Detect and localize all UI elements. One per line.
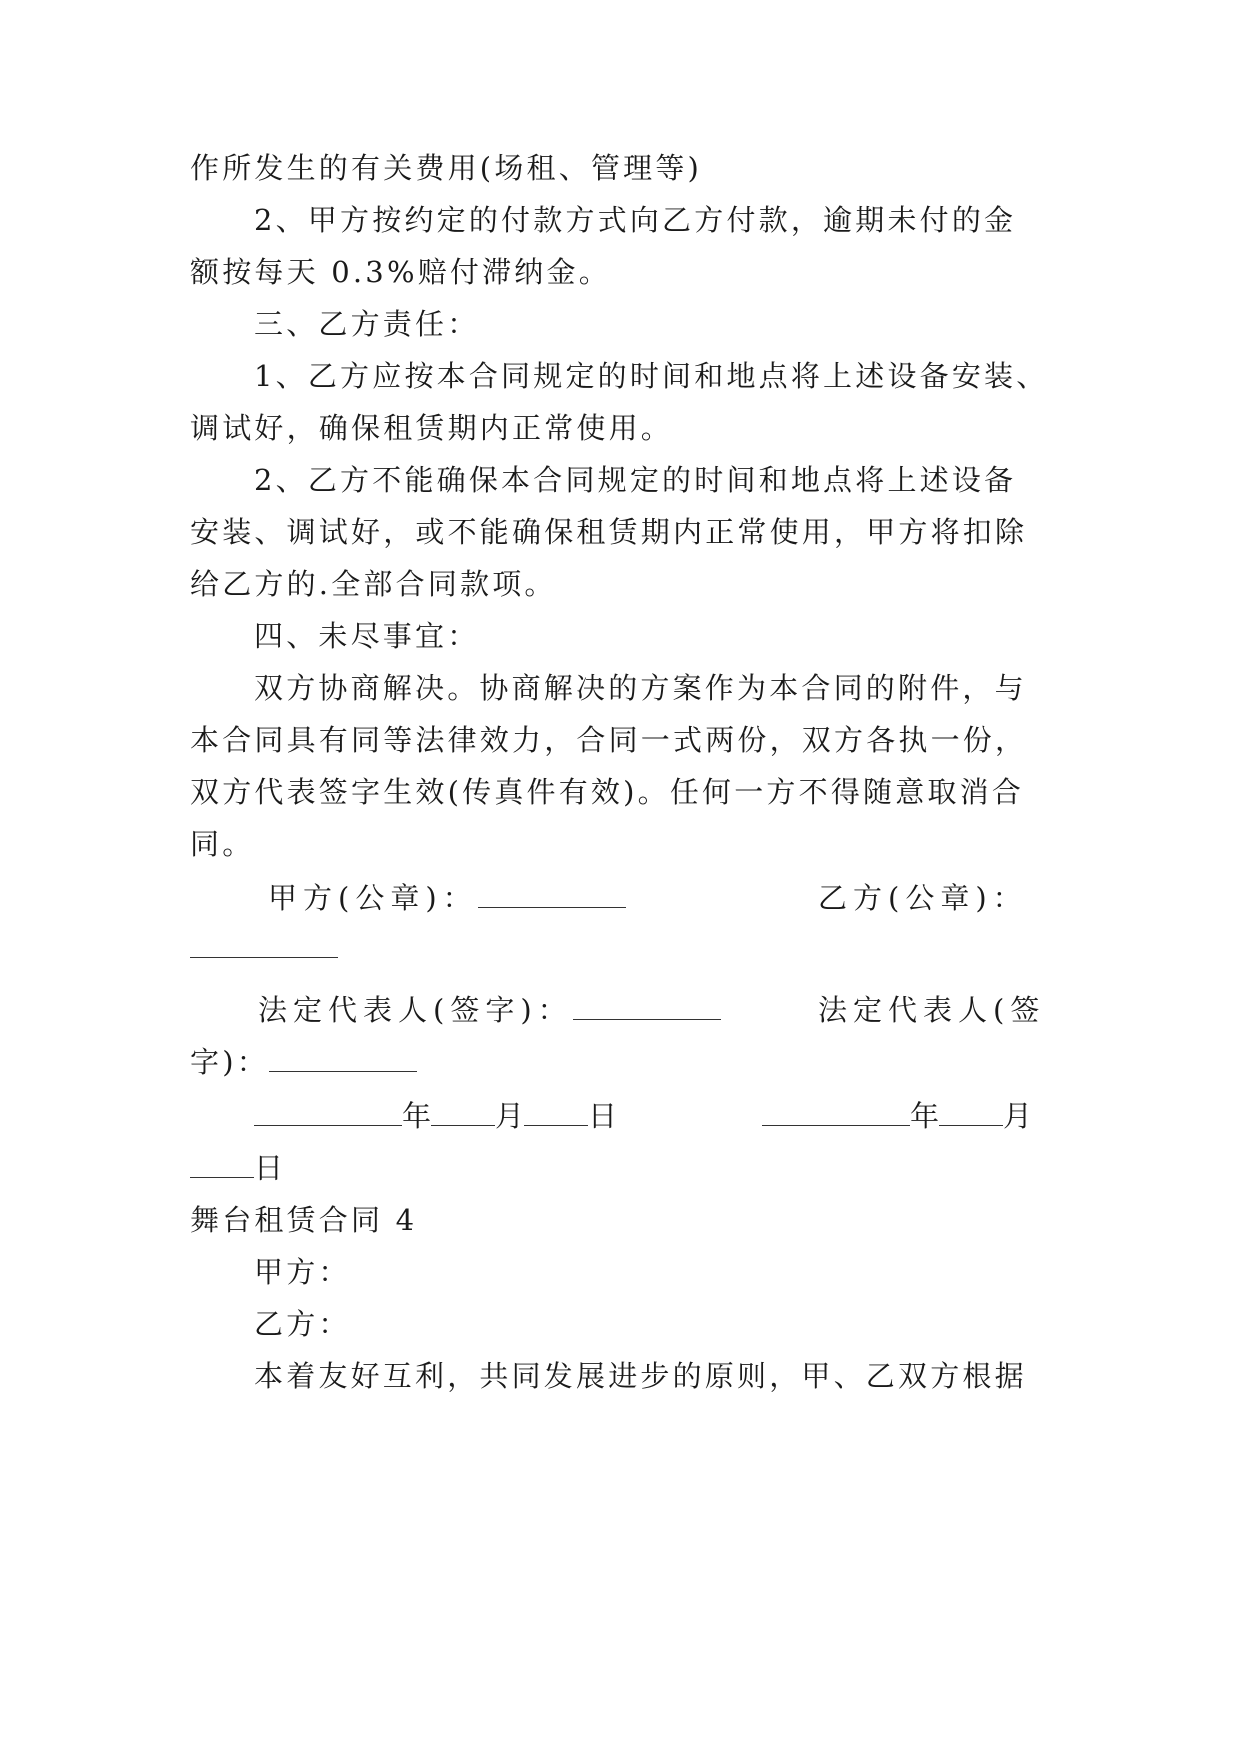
- text-line: 安装、调试好，或不能确保租赁期内正常使用，甲方将扣除: [190, 515, 1028, 549]
- section-heading: 四、未尽事宜：: [254, 619, 480, 653]
- legal-rep-b-blank: [269, 1043, 417, 1072]
- party-a-line: 甲方：: [254, 1255, 351, 1289]
- date-b-year-blank: [762, 1097, 910, 1126]
- section-heading: 三、乙方责任：: [254, 307, 480, 341]
- date-a-year: 年: [402, 1099, 432, 1133]
- text-line: 本着友好互利，共同发展进步的原则，甲、乙双方根据: [254, 1359, 1027, 1393]
- party-a-seal-label: 甲方(公章)：: [268, 881, 478, 915]
- date-b-month: 月: [1003, 1099, 1033, 1133]
- legal-rep-a: [258, 990, 758, 1030]
- date-b-day-blank: [190, 1149, 254, 1178]
- text-line: 双方代表签字生效(传真件有效)。任何一方不得随意取消合: [190, 775, 1025, 809]
- date-a-year-blank: [254, 1097, 402, 1126]
- date-a-day: 日: [588, 1099, 618, 1133]
- party-a-seal-blank: [478, 879, 626, 908]
- text-line: 2、乙方不能确保本合同规定的时间和地点将上述设备: [254, 463, 1017, 497]
- date-a-month-blank: [431, 1097, 495, 1126]
- party-b-seal-blank: [190, 929, 338, 958]
- text-line: 同。: [190, 827, 255, 861]
- text-line: 1、乙方应按本合同规定的时间和地点将上述设备安装、: [254, 359, 1049, 393]
- text-line: 双方协商解决。协商解决的方案作为本合同的附件，与: [254, 671, 1027, 705]
- date-a-day-blank: [524, 1097, 588, 1126]
- text-line: 调试好，确保租赁期内正常使用。: [190, 411, 674, 445]
- date-b-month-blank: [939, 1097, 1003, 1126]
- legal-rep-b-label: 法定代表人(签: [818, 993, 1046, 1027]
- text-line: 给乙方的.全部合同款项。: [190, 567, 557, 601]
- contract-title: 舞台租赁合同 4: [190, 1203, 418, 1237]
- date-b-year: 年: [910, 1099, 940, 1133]
- date-b-cont: [190, 1148, 1070, 1188]
- date-b-day: 日: [254, 1151, 284, 1185]
- legal-rep-b-label-cont: 字)：: [190, 1045, 269, 1079]
- legal-rep-b: [190, 1042, 1070, 1082]
- legal-rep-a-label: 法定代表人(签字)：: [258, 993, 573, 1027]
- text-line: 作所发生的有关费用(场租、管理等): [190, 151, 703, 185]
- date-a-month: 月: [495, 1099, 525, 1133]
- legal-rep-a-blank: [573, 991, 721, 1020]
- text-line: 额按每天 0.3%赔付滞纳金。: [190, 255, 611, 289]
- party-b-seal-label: 乙方(公章)：: [818, 881, 1028, 915]
- date-b: [762, 1096, 1082, 1136]
- text-line: 2、甲方按约定的付款方式向乙方付款，逾期未付的金: [254, 203, 1017, 237]
- party-b-line: 乙方：: [254, 1307, 351, 1341]
- party-b-seal: [190, 928, 1070, 968]
- date-a: [254, 1096, 734, 1136]
- party-a-seal: [268, 878, 688, 918]
- text-line: 本合同具有同等法律效力，合同一式两份，双方各执一份，: [190, 723, 1028, 757]
